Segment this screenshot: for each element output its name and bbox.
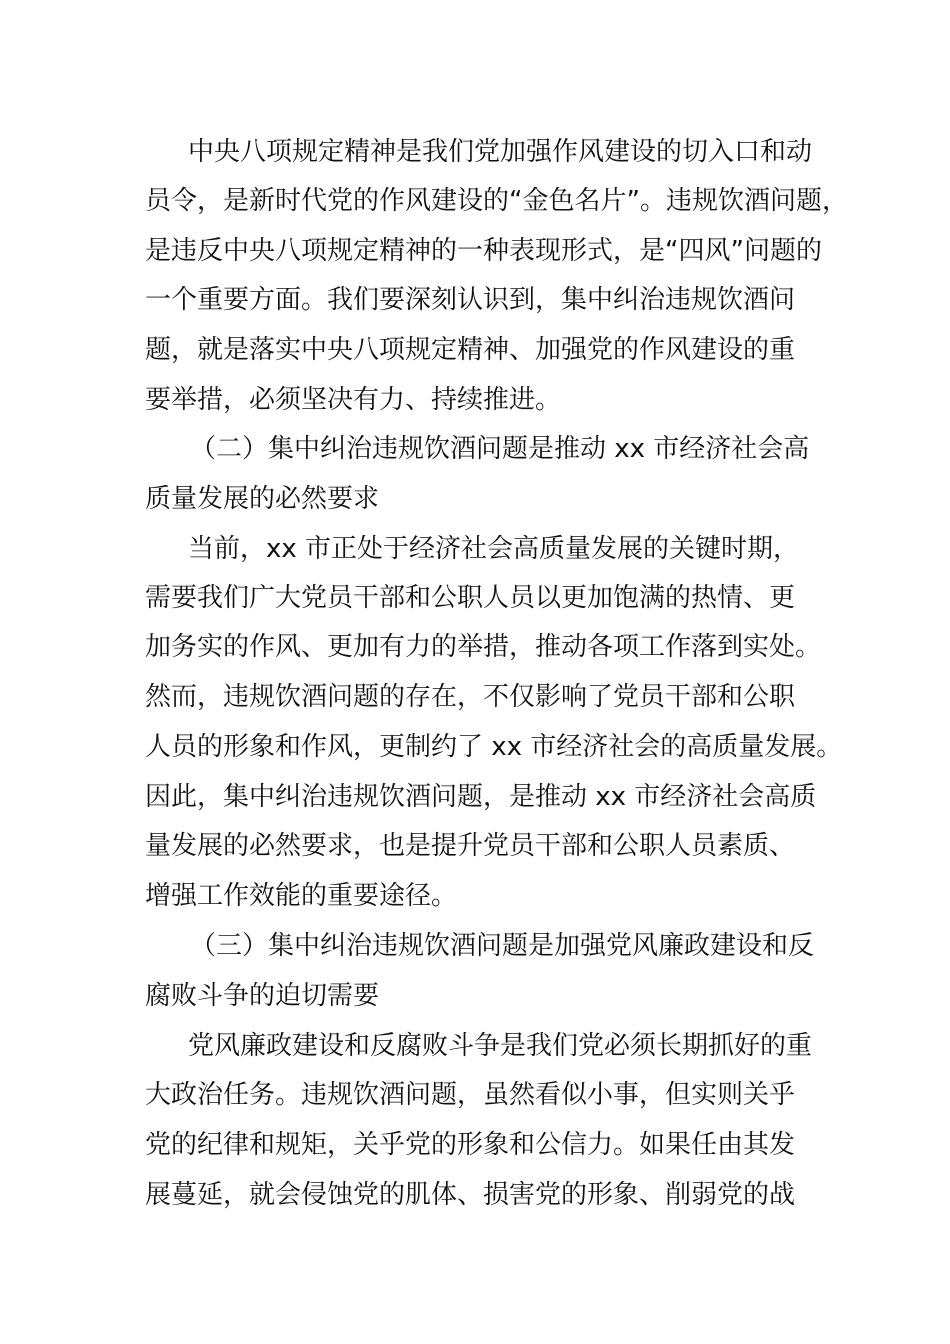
paragraph-1-line-1: 中央八项规定精神是我们党加强作风建设的切入口和动 [188, 137, 813, 167]
paragraph-1-line-5: 题，就是落实中央八项规定精神、加强党的作风建设的重 [145, 335, 796, 365]
section-heading-3-line-2: 腐败斗争的迫切需要 [145, 981, 380, 1011]
paragraph-2-line-8: 增强工作效能的重要途径。 [145, 881, 458, 911]
paragraph-1-line-4: 一个重要方面。我们要深刻认识到，集中纠治违规饮酒问 [145, 285, 796, 315]
paragraph-2-line-5: 人员的形象和作风，更制约了 xx 市经济社会的高质量发展。 [145, 732, 843, 762]
paragraph-2-line-7: 量发展的必然要求，也是提升党员干部和公职人员素质、 [145, 831, 796, 861]
paragraph-3-line-3: 党的纪律和规矩，关乎党的形象和公信力。如果任由其发 [145, 1130, 796, 1160]
paragraph-3-line-2: 大政治任务。违规饮酒问题，虽然看似小事，但实则关乎 [145, 1080, 796, 1110]
paragraph-2-line-6: 因此，集中纠治违规饮酒问题，是推动 xx 市经济社会高质 [145, 782, 817, 812]
paragraph-1-line-6: 要举措，必须坚决有力、持续推进。 [145, 385, 562, 415]
paragraph-2-line-3: 加务实的作风、更加有力的举措，推动各项工作落到实处。 [145, 632, 822, 662]
section-heading-2-line-2: 质量发展的必然要求 [145, 484, 380, 514]
paragraph-3-line-4: 展蔓延，就会侵蚀党的肌体、损害党的形象、削弱党的战 [145, 1180, 796, 1210]
paragraph-1-line-2: 员令，是新时代党的作风建设的“金色名片”。违规饮酒问题， [145, 186, 848, 216]
paragraph-2-line-2: 需要我们广大党员干部和公职人员以更加饱满的热情、更 [145, 583, 796, 613]
paragraph-2-line-1: 当前，xx 市正处于经济社会高质量发展的关键时期， [188, 534, 800, 564]
section-heading-2-line-1: （二）集中纠治违规饮酒问题是推动 xx 市经济社会高 [190, 434, 810, 464]
paragraph-1-line-3: 是违反中央八项规定精神的一种表现形式，是“四风”问题的 [145, 236, 822, 266]
paragraph-3-line-1: 党风廉政建设和反腐败斗争是我们党必须长期抓好的重 [188, 1031, 813, 1061]
paragraph-2-line-4: 然而，违规饮酒问题的存在，不仅影响了党员干部和公职 [145, 682, 796, 712]
section-heading-3-line-1: （三）集中纠治违规饮酒问题是加强党风廉政建设和反 [190, 931, 815, 961]
